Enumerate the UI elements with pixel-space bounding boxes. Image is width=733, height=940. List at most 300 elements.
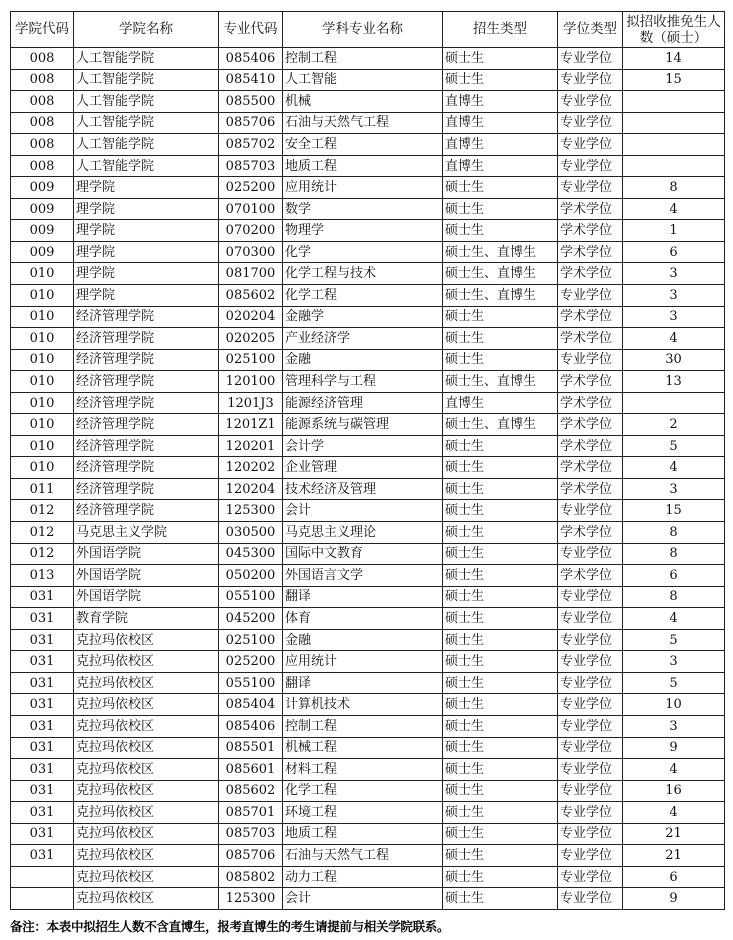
cell-enrollment-type: 硕士生	[443, 220, 558, 242]
cell-major-name: 应用统计	[283, 177, 443, 199]
cell-college-code	[11, 888, 74, 910]
table-row	[11, 69, 725, 91]
cell-quota: 14	[623, 48, 725, 70]
cell-major-name: 环境工程	[283, 802, 443, 824]
table-row	[11, 91, 725, 113]
cell-degree-type: 学术学位	[558, 392, 623, 414]
table-row	[11, 608, 725, 630]
cell-quota: 4	[623, 802, 725, 824]
cell-college-code: 031	[11, 651, 74, 673]
cell-college-code: 010	[11, 285, 74, 307]
cell-degree-type: 学术学位	[558, 263, 623, 285]
cell-enrollment-type: 直博生	[443, 155, 558, 177]
table-body	[11, 48, 725, 910]
cell-major-name: 产业经济学	[283, 328, 443, 350]
cell-enrollment-type: 硕士生	[443, 694, 558, 716]
table-row	[11, 220, 725, 242]
table-row	[11, 500, 725, 522]
cell-college-name: 经济管理学院	[74, 349, 219, 371]
cell-college-code: 031	[11, 715, 74, 737]
cell-enrollment-type: 硕士生、直博生	[443, 241, 558, 263]
cell-quota: 6	[623, 241, 725, 263]
cell-degree-type: 专业学位	[558, 500, 623, 522]
cell-college-name: 克拉玛依校区	[74, 888, 219, 910]
cell-enrollment-type: 硕士生	[443, 457, 558, 479]
cell-major-name: 金融学	[283, 306, 443, 328]
cell-degree-type: 学术学位	[558, 198, 623, 220]
cell-enrollment-type: 硕士生	[443, 759, 558, 781]
cell-major-name: 应用统计	[283, 651, 443, 673]
cell-major-name: 翻译	[283, 586, 443, 608]
cell-quota: 3	[623, 715, 725, 737]
cell-major-code: 085406	[219, 715, 283, 737]
table-row	[11, 694, 725, 716]
header-quota: 拟招收推免生人数（硕士）	[623, 12, 725, 48]
cell-quota: 21	[623, 845, 725, 867]
cell-college-code	[11, 866, 74, 888]
cell-major-name: 地质工程	[283, 155, 443, 177]
cell-college-code: 010	[11, 435, 74, 457]
cell-college-code: 008	[11, 134, 74, 156]
cell-college-name: 人工智能学院	[74, 91, 219, 113]
cell-enrollment-type: 硕士生	[443, 543, 558, 565]
cell-college-name: 理学院	[74, 241, 219, 263]
cell-quota: 3	[623, 306, 725, 328]
cell-degree-type: 专业学位	[558, 349, 623, 371]
table-row	[11, 285, 725, 307]
cell-major-code: 120202	[219, 457, 283, 479]
cell-major-name: 化学	[283, 241, 443, 263]
cell-major-code: 025200	[219, 177, 283, 199]
cell-major-name: 体育	[283, 608, 443, 630]
cell-major-name: 安全工程	[283, 134, 443, 156]
cell-college-code: 031	[11, 802, 74, 824]
cell-quota: 4	[623, 328, 725, 350]
cell-college-code: 010	[11, 392, 74, 414]
table-row	[11, 328, 725, 350]
cell-college-code: 009	[11, 177, 74, 199]
cell-major-name: 控制工程	[283, 48, 443, 70]
cell-degree-type: 学术学位	[558, 565, 623, 587]
cell-major-code: 085602	[219, 285, 283, 307]
cell-college-name: 人工智能学院	[74, 112, 219, 134]
table-row	[11, 845, 725, 867]
cell-major-code: 050200	[219, 565, 283, 587]
cell-enrollment-type: 硕士生	[443, 608, 558, 630]
cell-college-code: 011	[11, 478, 74, 500]
header-major-name: 学科专业名称	[283, 12, 443, 48]
cell-degree-type: 专业学位	[558, 586, 623, 608]
cell-college-code: 012	[11, 543, 74, 565]
cell-enrollment-type: 硕士生	[443, 802, 558, 824]
cell-quota: 8	[623, 177, 725, 199]
cell-major-name: 会计	[283, 888, 443, 910]
table-row	[11, 349, 725, 371]
cell-college-name: 外国语学院	[74, 586, 219, 608]
cell-degree-type: 学术学位	[558, 457, 623, 479]
cell-quota: 15	[623, 500, 725, 522]
cell-college-code: 010	[11, 328, 74, 350]
table-row	[11, 198, 725, 220]
cell-college-name: 克拉玛依校区	[74, 823, 219, 845]
cell-enrollment-type: 硕士生、直博生	[443, 263, 558, 285]
cell-college-code: 008	[11, 69, 74, 91]
table-row	[11, 737, 725, 759]
cell-college-code: 008	[11, 155, 74, 177]
cell-major-name: 金融	[283, 349, 443, 371]
cell-major-code: 120100	[219, 371, 283, 393]
cell-degree-type: 学术学位	[558, 328, 623, 350]
cell-quota: 4	[623, 759, 725, 781]
table-row	[11, 823, 725, 845]
cell-degree-type: 专业学位	[558, 177, 623, 199]
cell-college-code: 031	[11, 780, 74, 802]
cell-major-code: 020204	[219, 306, 283, 328]
table-row	[11, 263, 725, 285]
cell-college-name: 克拉玛依校区	[74, 866, 219, 888]
cell-college-name: 经济管理学院	[74, 414, 219, 436]
cell-major-code: 085706	[219, 845, 283, 867]
cell-enrollment-type: 直博生	[443, 91, 558, 113]
cell-major-name: 数学	[283, 198, 443, 220]
table-row	[11, 371, 725, 393]
header-major-code: 专业代码	[219, 12, 283, 48]
cell-college-code: 010	[11, 457, 74, 479]
table-row	[11, 392, 725, 414]
cell-quota: 1	[623, 220, 725, 242]
cell-college-name: 外国语学院	[74, 543, 219, 565]
cell-degree-type: 专业学位	[558, 715, 623, 737]
cell-major-code: 070200	[219, 220, 283, 242]
cell-quota	[623, 112, 725, 134]
cell-enrollment-type: 硕士生	[443, 48, 558, 70]
cell-major-code: 020205	[219, 328, 283, 350]
cell-college-name: 理学院	[74, 177, 219, 199]
cell-degree-type: 学术学位	[558, 478, 623, 500]
cell-degree-type: 专业学位	[558, 759, 623, 781]
table-row	[11, 457, 725, 479]
cell-major-code: 085404	[219, 694, 283, 716]
cell-enrollment-type: 硕士生	[443, 651, 558, 673]
cell-major-code: 055100	[219, 672, 283, 694]
cell-college-code: 009	[11, 220, 74, 242]
cell-college-name: 人工智能学院	[74, 155, 219, 177]
footnote: 备注：本表中拟招生人数不含直博生，报考直博生的考生请提前与相关学院联系。	[10, 919, 450, 934]
header-college-code: 学院代码	[11, 12, 74, 48]
cell-major-code: 025100	[219, 629, 283, 651]
cell-major-code: 085701	[219, 802, 283, 824]
cell-quota	[623, 134, 725, 156]
cell-quota: 6	[623, 565, 725, 587]
cell-major-name: 外国语言文学	[283, 565, 443, 587]
cell-major-name: 人工智能	[283, 69, 443, 91]
table-row	[11, 522, 725, 544]
cell-quota: 9	[623, 888, 725, 910]
cell-major-code: 120201	[219, 435, 283, 457]
cell-degree-type: 学术学位	[558, 241, 623, 263]
cell-major-code: 045200	[219, 608, 283, 630]
cell-enrollment-type: 硕士生	[443, 780, 558, 802]
cell-college-name: 克拉玛依校区	[74, 651, 219, 673]
cell-college-name: 理学院	[74, 285, 219, 307]
cell-major-code: 1201J3	[219, 392, 283, 414]
cell-enrollment-type: 硕士生	[443, 500, 558, 522]
cell-quota: 5	[623, 435, 725, 457]
cell-major-name: 翻译	[283, 672, 443, 694]
cell-degree-type: 专业学位	[558, 285, 623, 307]
cell-major-name: 化学工程	[283, 780, 443, 802]
cell-college-name: 克拉玛依校区	[74, 737, 219, 759]
cell-major-code: 085501	[219, 737, 283, 759]
cell-college-name: 克拉玛依校区	[74, 629, 219, 651]
cell-college-name: 理学院	[74, 220, 219, 242]
cell-major-name: 机械工程	[283, 737, 443, 759]
cell-quota	[623, 91, 725, 113]
cell-quota: 6	[623, 866, 725, 888]
cell-quota: 10	[623, 694, 725, 716]
cell-college-code: 009	[11, 198, 74, 220]
cell-college-name: 克拉玛依校区	[74, 802, 219, 824]
cell-major-name: 材料工程	[283, 759, 443, 781]
cell-enrollment-type: 硕士生	[443, 478, 558, 500]
cell-enrollment-type: 硕士生	[443, 69, 558, 91]
cell-major-name: 石油与天然气工程	[283, 845, 443, 867]
table-row	[11, 802, 725, 824]
header-college-name: 学院名称	[74, 12, 219, 48]
cell-degree-type: 学术学位	[558, 414, 623, 436]
cell-major-code: 070300	[219, 241, 283, 263]
cell-degree-type: 专业学位	[558, 823, 623, 845]
cell-major-name: 动力工程	[283, 866, 443, 888]
cell-major-name: 会计学	[283, 435, 443, 457]
header-degree-type: 学位类型	[558, 12, 623, 48]
cell-degree-type: 专业学位	[558, 629, 623, 651]
cell-college-code: 009	[11, 241, 74, 263]
cell-enrollment-type: 硕士生	[443, 866, 558, 888]
cell-college-code: 031	[11, 586, 74, 608]
cell-quota: 8	[623, 522, 725, 544]
cell-college-name: 理学院	[74, 198, 219, 220]
cell-degree-type: 专业学位	[558, 608, 623, 630]
table-row	[11, 672, 725, 694]
table-row	[11, 888, 725, 910]
cell-quota: 3	[623, 478, 725, 500]
cell-college-name: 克拉玛依校区	[74, 845, 219, 867]
cell-degree-type: 学术学位	[558, 435, 623, 457]
cell-quota: 21	[623, 823, 725, 845]
cell-quota: 4	[623, 198, 725, 220]
cell-major-name: 控制工程	[283, 715, 443, 737]
cell-major-code: 070100	[219, 198, 283, 220]
cell-college-name: 人工智能学院	[74, 134, 219, 156]
cell-enrollment-type: 硕士生	[443, 888, 558, 910]
cell-degree-type: 专业学位	[558, 888, 623, 910]
cell-college-code: 031	[11, 629, 74, 651]
table-row	[11, 629, 725, 651]
cell-major-code: 085602	[219, 780, 283, 802]
cell-college-name: 经济管理学院	[74, 392, 219, 414]
cell-college-name: 克拉玛依校区	[74, 759, 219, 781]
cell-major-name: 管理科学与工程	[283, 371, 443, 393]
cell-degree-type: 专业学位	[558, 694, 623, 716]
cell-quota: 9	[623, 737, 725, 759]
cell-degree-type: 学术学位	[558, 306, 623, 328]
cell-degree-type: 专业学位	[558, 780, 623, 802]
cell-quota: 4	[623, 457, 725, 479]
cell-college-name: 外国语学院	[74, 565, 219, 587]
cell-college-code: 031	[11, 608, 74, 630]
cell-degree-type: 专业学位	[558, 91, 623, 113]
cell-enrollment-type: 硕士生	[443, 435, 558, 457]
cell-college-code: 008	[11, 112, 74, 134]
cell-degree-type: 专业学位	[558, 845, 623, 867]
cell-degree-type: 学术学位	[558, 220, 623, 242]
cell-major-name: 物理学	[283, 220, 443, 242]
cell-college-name: 马克思主义学院	[74, 522, 219, 544]
cell-college-code: 010	[11, 306, 74, 328]
cell-college-name: 经济管理学院	[74, 435, 219, 457]
cell-enrollment-type: 直博生	[443, 112, 558, 134]
cell-major-name: 技术经济及管理	[283, 478, 443, 500]
cell-enrollment-type: 硕士生	[443, 672, 558, 694]
table-row	[11, 478, 725, 500]
cell-quota: 13	[623, 371, 725, 393]
cell-college-name: 理学院	[74, 263, 219, 285]
cell-degree-type: 专业学位	[558, 866, 623, 888]
cell-enrollment-type: 直博生	[443, 134, 558, 156]
cell-enrollment-type: 硕士生、直博生	[443, 414, 558, 436]
cell-enrollment-type: 硕士生	[443, 177, 558, 199]
cell-college-code: 031	[11, 759, 74, 781]
cell-degree-type: 学术学位	[558, 522, 623, 544]
table-row	[11, 759, 725, 781]
table-row	[11, 435, 725, 457]
cell-quota: 8	[623, 586, 725, 608]
cell-quota: 8	[623, 543, 725, 565]
cell-enrollment-type: 硕士生	[443, 629, 558, 651]
cell-degree-type: 专业学位	[558, 69, 623, 91]
cell-quota: 5	[623, 629, 725, 651]
cell-major-code: 125300	[219, 888, 283, 910]
cell-quota: 3	[623, 651, 725, 673]
cell-major-code: 1201Z1	[219, 414, 283, 436]
cell-college-name: 经济管理学院	[74, 478, 219, 500]
cell-college-code: 008	[11, 91, 74, 113]
cell-college-name: 教育学院	[74, 608, 219, 630]
cell-major-name: 化学工程与技术	[283, 263, 443, 285]
cell-quota: 3	[623, 285, 725, 307]
cell-college-name: 人工智能学院	[74, 48, 219, 70]
cell-degree-type: 专业学位	[558, 48, 623, 70]
cell-major-code: 085706	[219, 112, 283, 134]
table-row	[11, 112, 725, 134]
cell-college-code: 031	[11, 672, 74, 694]
cell-major-code: 045300	[219, 543, 283, 565]
cell-enrollment-type: 硕士生	[443, 328, 558, 350]
cell-major-code: 085802	[219, 866, 283, 888]
table-row	[11, 543, 725, 565]
cell-college-code: 031	[11, 823, 74, 845]
cell-college-name: 经济管理学院	[74, 371, 219, 393]
cell-college-name: 经济管理学院	[74, 500, 219, 522]
cell-enrollment-type: 硕士生	[443, 522, 558, 544]
cell-degree-type: 专业学位	[558, 737, 623, 759]
table-row	[11, 48, 725, 70]
admission-table	[10, 11, 725, 910]
cell-degree-type: 专业学位	[558, 134, 623, 156]
table-row	[11, 414, 725, 436]
cell-quota: 2	[623, 414, 725, 436]
cell-major-name: 国际中文教育	[283, 543, 443, 565]
cell-major-code: 120204	[219, 478, 283, 500]
table-row	[11, 780, 725, 802]
cell-college-name: 经济管理学院	[74, 457, 219, 479]
cell-quota	[623, 392, 725, 414]
cell-college-name: 经济管理学院	[74, 328, 219, 350]
cell-degree-type: 专业学位	[558, 672, 623, 694]
table-row	[11, 177, 725, 199]
cell-enrollment-type: 直博生	[443, 392, 558, 414]
cell-enrollment-type: 硕士生	[443, 737, 558, 759]
cell-major-name: 会计	[283, 500, 443, 522]
cell-quota: 3	[623, 263, 725, 285]
table-row	[11, 565, 725, 587]
cell-enrollment-type: 硕士生	[443, 586, 558, 608]
cell-major-name: 机械	[283, 91, 443, 113]
cell-college-name: 克拉玛依校区	[74, 694, 219, 716]
cell-major-name: 马克思主义理论	[283, 522, 443, 544]
cell-major-name: 地质工程	[283, 823, 443, 845]
cell-college-name: 克拉玛依校区	[74, 672, 219, 694]
cell-college-code: 008	[11, 48, 74, 70]
cell-degree-type: 专业学位	[558, 651, 623, 673]
cell-college-code: 031	[11, 737, 74, 759]
table-row	[11, 155, 725, 177]
cell-college-name: 克拉玛依校区	[74, 780, 219, 802]
table-row	[11, 866, 725, 888]
cell-enrollment-type: 硕士生	[443, 845, 558, 867]
cell-enrollment-type: 硕士生	[443, 306, 558, 328]
cell-major-code: 085410	[219, 69, 283, 91]
cell-college-code: 012	[11, 500, 74, 522]
cell-major-name: 能源经济管理	[283, 392, 443, 414]
table-row	[11, 134, 725, 156]
cell-major-code: 085406	[219, 48, 283, 70]
cell-major-code: 085703	[219, 823, 283, 845]
cell-enrollment-type: 硕士生	[443, 198, 558, 220]
cell-college-code: 012	[11, 522, 74, 544]
cell-enrollment-type: 硕士生	[443, 565, 558, 587]
cell-quota: 5	[623, 672, 725, 694]
cell-major-code: 081700	[219, 263, 283, 285]
cell-major-code: 085703	[219, 155, 283, 177]
cell-enrollment-type: 硕士生、直博生	[443, 285, 558, 307]
cell-major-code: 085500	[219, 91, 283, 113]
cell-college-name: 克拉玛依校区	[74, 715, 219, 737]
cell-college-code: 010	[11, 263, 74, 285]
cell-major-code: 125300	[219, 500, 283, 522]
cell-major-code: 085702	[219, 134, 283, 156]
cell-enrollment-type: 硕士生	[443, 349, 558, 371]
cell-major-name: 石油与天然气工程	[283, 112, 443, 134]
table-row	[11, 241, 725, 263]
cell-major-name: 企业管理	[283, 457, 443, 479]
cell-college-code: 013	[11, 565, 74, 587]
cell-enrollment-type: 硕士生、直博生	[443, 371, 558, 393]
cell-college-name: 人工智能学院	[74, 69, 219, 91]
table-row	[11, 586, 725, 608]
cell-college-code: 031	[11, 694, 74, 716]
